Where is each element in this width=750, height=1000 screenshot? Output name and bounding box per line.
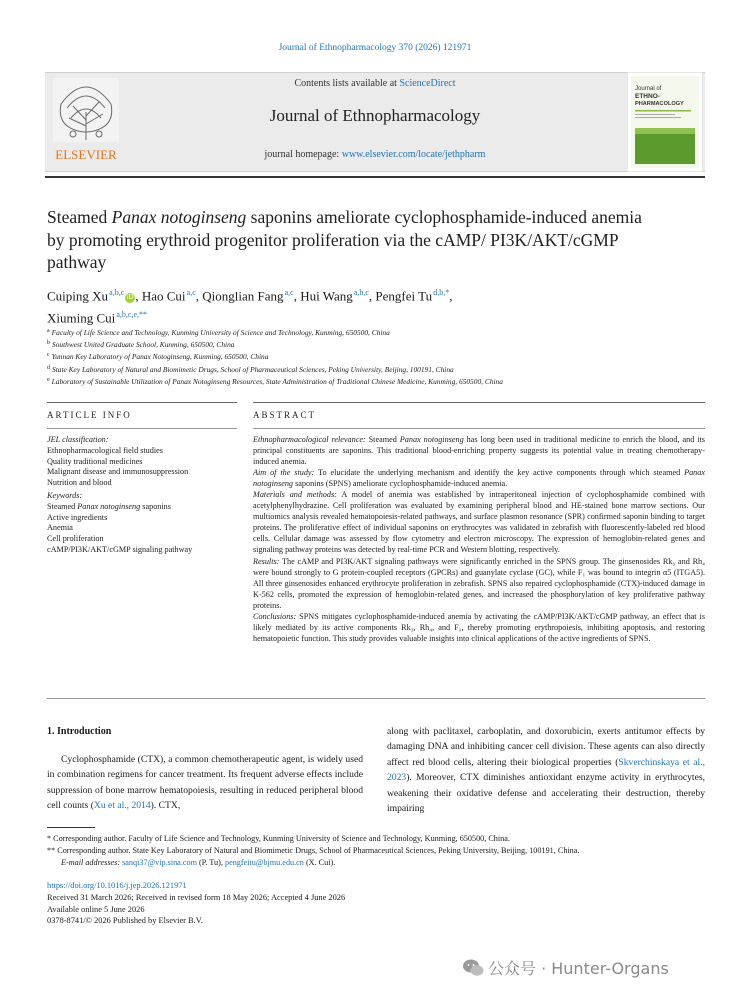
svg-text:PHARMACOLOGY: PHARMACOLOGY [635,101,684,107]
elsevier-wordmark: ELSEVIER [55,147,117,162]
watermark: 公众号 · Hunter-Organs [488,959,669,978]
email-link[interactable]: pengfeitu@bjmu.edu.cn [224,858,304,868]
affiliation-list [47,326,697,387]
abstract-rule [253,428,705,429]
footnote-rule [47,827,95,828]
intro-column-left: Cyclophosphamide (CTX), a common chemotherapeutic agent, is widely used in combination regimens for cancer treatment. Its frequent adverse effects include suppression of bone marrow hematopoiesis, resulting in reduced peripheral blood cell counts (Xu et al., 2014). CTX, [47,754,363,812]
article-info-rule-top [47,402,237,403]
abstract-relevance: Ethnopharmacological relevance: Steamed Panax notoginseng has long been used in traditional medicine to enrich the blood, and its principal constituents are saponins. This traditional blood-enriching property suggests its potential value in treating chemotherapy-induced anemia. [253,435,705,467]
keyword: Steamed Panax notoginseng saponins [47,501,171,511]
abstract-heading: ABSTRACT [253,410,317,420]
abstract-methods: Materials and methods: A model of anemia was established by intraperitoneal injection of cyclophosphamide combined with acetylphenylhydrazine. Cell proliferation was evaluated by examining peripheral blood and HE-stained bone marrow sections. Our multiomics analysis revealed hematopoiesis-related pathways, and surface plasmon resonance (SPR) confirmed saponin binding to target proteins. The proliferative effect of individual saponins on erythrocytes was validated in zebrafish with fluorescently-labeled red blood cells. Cellular damage was assessed by flow cytometry and electron microscopy. The expression of hemoglobin-related genes and signaling pathway proteins was detected by real-time PCR and Western blotting, respectively. [253,490,706,555]
abstract-body [253,434,705,644]
article-info-heading: ARTICLE INFO [47,410,132,420]
abstract-rule-top [253,402,705,403]
journal-cover-thumbnail [627,72,703,172]
jel-item: Quality traditional medicines [47,456,143,466]
journal-reference[interactable]: Journal of Ethnopharmacology 370 (2026) 121971 [278,43,472,53]
author[interactable]: Hao Cui [141,288,186,304]
affiliation: $^e$ Laboratory of Sustainable Utilization of Panax Notoginseng Resources, State Administration of Traditional Chinese Medicine, Kunming, 650500, China [47,376,503,386]
svg-text:Journal of: Journal of [635,86,662,92]
author[interactable]: Cuiping Xu [47,288,109,304]
affiliation: $^d$ State Key Laboratory of Natural and Biomimetic Drugs, School of Pharmaceutical Sciences, Peking University, Beijing, 100191, China [47,364,454,374]
citation-link[interactable]: Skverchinskaya et al., 2023 [387,756,706,784]
journal-name: Journal of Ethnopharmacology [269,106,481,125]
article-title: Steamed Panax notoginseng saponins ameliorate cyclophosphamide-induced anemia by promoting erythroid progenitor proliferation via the cAMP/ PI3K/AKT/cGMP pathway [47,207,642,272]
doi-link[interactable]: https://doi.org/10.1016/j.jep.2026.121971 [47,881,187,890]
intro-column-right: along with paclitaxel, carboplatin, and doxorubicin, exerts antitumor effects by damaging DNA and inhibiting cancer cell division. These agents can also directly affect red blood cells, altering their biological properties (Skverchinskaya et al., 2023). Moreover, CTX diminishes antioxidant enzyme activity in erythrocytes, weakening their oxidative defense and accelerating their destruction, thereby impairing [387,726,706,815]
footnote-corresponding-2: ** Corresponding author. State Key Laboratory of Natural and Biomimetic Drugs, School of Pharmaceutical Sciences, Peking University, Beijing, 100191, China. [47,846,580,856]
citation-link[interactable]: Xu et al., 2014 [93,800,151,812]
online-date: Available online 5 June 2026 [47,904,145,914]
keyword: Anemia [47,523,73,533]
jel-item: Malignant disease and immunosuppression [47,467,189,477]
jel-classification: JEL classification: Ethnopharmacological field studies Quality traditional medicines Malignant disease and immunosuppression Nutrition and blood [47,435,237,489]
article-info-rule [47,428,237,429]
author[interactable]: Pengfei Tu [375,288,433,304]
abstract-aim: Aim of the study: To elucidate the underlying mechanism and identify the key active components through which steamed Panax notoginseng saponins (SPNS) ameliorate cyclophosphamide-induced anemia. [253,468,705,489]
homepage-link[interactable]: www.elsevier.com/locate/jethpharm [341,149,486,160]
issn-copyright: 0378-8741/© 2026 Published by Elsevier B.V. [47,916,203,926]
affiliation: $^b$ Southwest United Graduate School, Kunming, 650500, China [47,340,235,350]
header-rule [45,176,705,178]
orcid-icon[interactable]: iD [127,294,134,302]
keyword: Active ingredients [47,512,108,522]
received-dates: Received 31 March 2026; Received in revised form 18 May 2026; Accepted 4 June 2026 [47,892,346,902]
jel-item: Ethnopharmacological field studies [47,445,163,455]
jel-item: Nutrition and blood [47,478,112,488]
sciencedirect-link[interactable]: ScienceDirect [399,78,456,89]
wechat-icon [462,958,484,978]
author-list: Cuiping Xu $^{a,b,c}$ iD , Hao Cui $^{a,c}$, Qionglian Fang $^{a,c}$, Hui Wang $^{a,b,c}$, Pengfei Tu $^{d,b,*}$, Xiuming Cui $^{a,b,c,e,**}$ [47,288,453,326]
affiliation: $^a$ Faculty of Life Science and Technology, Kunming University of Science and Technology, Kunming, 650500, China [47,328,390,337]
email-link[interactable]: sanqi37@vip.sina.com [122,858,197,868]
abstract-results: Results: The cAMP and PI3K/AKT signaling pathways were significantly enriched in the SPNS group. The ginsenosides Rk₃ and Rh₄ were bound strongly to G protein-coupled receptors (GPCRs) and guanylate cyclase (GC), while F₁ was bound to integrin α5 (ITGA5). All three ginsenosides enhanced erythrocyte proliferation in zebrafish. SPNS also repaired cyclophosphamide (CTX)-induced damage in K-562 cells, promoted the expression of hemoglobin-related genes, and increased the phosphorylation of key proliferative pathway proteins. [253,556,705,610]
keyword: cAMP/PI3K/AKT/cGMP signaling pathway [47,544,193,554]
elsevier-logo [45,74,127,164]
affiliation: $^c$ Yunnan Key Laboratory of Panax Notoginseng, Kunming, 650500, China [47,352,269,362]
abstract-conclusions: Conclusions: SPNS mitigates cyclophosphamide-induced anemia by activating the cAMP/PI3K/AKT/cGMP pathway, an effect that is likely mediated by its active components Rk₃, Rh₄, and F₁, thereby promoting erythropoiesis, inhibiting apoptosis, and restoring hematopoietic function. This study provides valuable insights into clinical applications of the active ingredients of SPNS. [253,611,705,643]
homepage-line: journal homepage: www.elsevier.com/locate/jethpharm [264,149,486,160]
author[interactable]: Hui Wang [300,288,353,304]
keyword: Cell proliferation [47,534,104,544]
keywords: Keywords: Steamed Panax notoginseng saponins Active ingredients Anemia Cell proliferation cAMP/PI3K/AKT/cGMP signaling pathway [47,491,237,556]
publication-info [47,880,547,927]
section-heading-introduction: 1. Introduction [47,726,112,737]
contents-line: Contents lists available at ScienceDirect [294,78,456,89]
footnotes [47,833,707,870]
abstract-rule-bottom [47,698,705,699]
svg-text:ETHNO-: ETHNO- [635,93,660,100]
author[interactable]: Xiuming Cui [47,310,116,326]
footnote-emails: E-mail addresses: sanqi37@vip.sina.com (P. Tu), pengfeitu@bjmu.edu.cn (X. Cui). [61,858,336,868]
author[interactable]: Qionglian Fang [202,288,284,304]
footnote-corresponding-1: * Corresponding author. Faculty of Life Science and Technology, Kunming University of Science and Technology, Kunming, 650500, China. [47,834,510,843]
